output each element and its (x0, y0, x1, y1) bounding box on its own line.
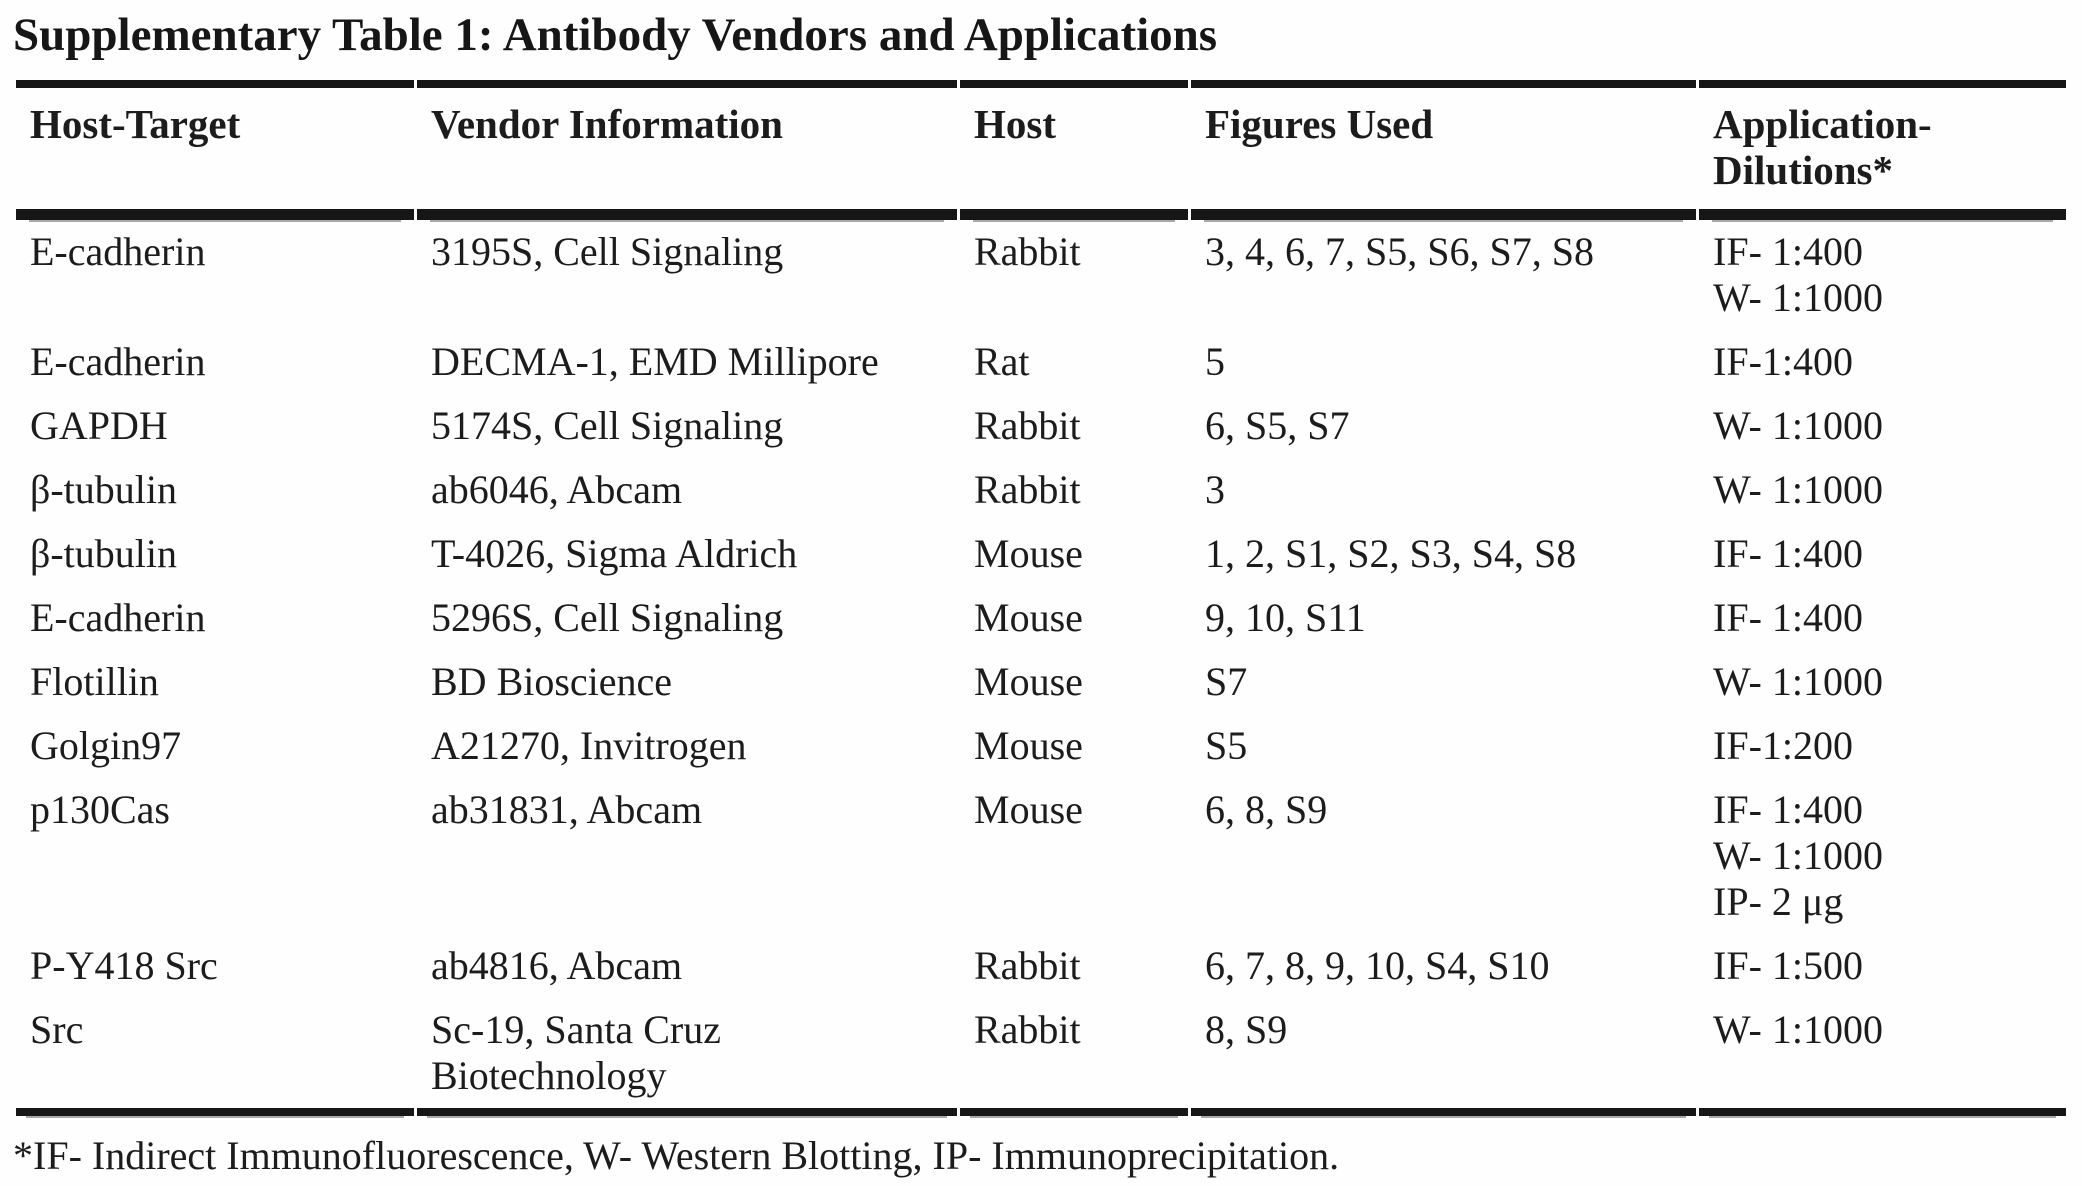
cell-dilutions (1699, 586, 2066, 650)
dilution-line: IF-1:200 (1713, 723, 1853, 768)
antibody-table (13, 80, 2069, 1116)
cell-dilutions (1699, 714, 2066, 778)
cell-vendor: BD Bioscience (431, 659, 673, 704)
cell-host-target: p130Cas (30, 787, 170, 832)
cell-host: Mouse (974, 659, 1083, 704)
cell-host: Rat (974, 339, 1030, 384)
cell-host-target: E-cadherin (30, 595, 206, 640)
table-title: Supplementary Table 1: Antibody Vendors and Applications (13, 9, 1218, 61)
cell-vendor: 5296S, Cell Signaling (431, 595, 784, 640)
cell-figures: 6, 7, 8, 9, 10, S4, S10 (1205, 943, 1550, 988)
table-footnote: *IF- Indirect Immunofluorescence, W- Western Blotting, IP- Immunoprecipitation. (13, 1133, 1340, 1178)
table-row (16, 522, 2066, 586)
table-row (16, 220, 2066, 330)
dilution-line: IF- 1:400 (1713, 595, 1863, 640)
header-row (16, 80, 2066, 220)
dilution-line: W- 1:1000 (1713, 467, 1883, 512)
cell-host: Mouse (974, 723, 1083, 768)
cell-host-target: E-cadherin (30, 339, 206, 384)
cell-figures: 6, S5, S7 (1205, 403, 1350, 448)
cell-dilutions (1699, 778, 2066, 934)
dilution-line: IF- 1:500 (1713, 943, 1863, 988)
cell-host: Rabbit (974, 229, 1081, 274)
cell-vendor: 3195S, Cell Signaling (431, 229, 784, 274)
dilution-line: IF-1:400 (1713, 339, 1853, 384)
cell-figures: S7 (1205, 659, 1248, 704)
cell-host-target: E-cadherin (30, 229, 206, 274)
cell-host: Rabbit (960, 998, 1188, 1116)
cell-dilutions (1699, 220, 2066, 330)
cell-vendor: 5174S, Cell Signaling (431, 403, 784, 448)
cell-host-target: Src (16, 998, 414, 1116)
cell-figures: 5 (1205, 339, 1225, 384)
cell-dilutions (1699, 998, 2066, 1116)
cell-host-target: Flotillin (30, 659, 159, 704)
dilution-line: W- 1:1000 (1713, 659, 1883, 704)
column-header-host: Host (960, 80, 1188, 220)
cell-vendor: A21270, Invitrogen (431, 723, 747, 768)
cell-figures: 9, 10, S11 (1205, 595, 1366, 640)
dilution-line: W- 1:1000 (1713, 275, 1883, 320)
cell-host: Rabbit (974, 943, 1081, 988)
cell-host-target: Golgin97 (30, 723, 182, 768)
cell-host: Rabbit (974, 467, 1081, 512)
column-header-application-dilutions: Application-Dilutions* (1699, 80, 2066, 220)
table-row (16, 458, 2066, 522)
cell-host: Mouse (974, 787, 1083, 832)
dilution-line: IF- 1:400 (1713, 229, 1863, 274)
cell-vendor: ab31831, Abcam (431, 787, 703, 832)
cell-figures: 3, 4, 6, 7, S5, S6, S7, S8 (1205, 229, 1594, 274)
dilution-line: W- 1:1000 (1713, 403, 1883, 448)
cell-host-target: β-tubulin (30, 467, 178, 512)
cell-figures: S5 (1205, 723, 1248, 768)
table-body (16, 220, 2066, 1116)
dilution-line: W- 1:1000 (1713, 1007, 1883, 1052)
dilution-line: IP- 2 μg (1713, 879, 1844, 924)
cell-dilutions (1699, 934, 2066, 998)
cell-vendor: ab6046, Abcam (431, 467, 683, 512)
cell-dilutions (1699, 458, 2066, 522)
table-row (16, 394, 2066, 458)
column-header-vendor-information: Vendor Information (417, 80, 957, 220)
cell-figures: 3 (1205, 467, 1225, 512)
cell-host: Rabbit (974, 403, 1081, 448)
cell-figures: 8, S9 (1191, 998, 1696, 1116)
cell-vendor: DECMA-1, EMD Millipore (431, 339, 879, 384)
cell-vendor: ab4816, Abcam (431, 943, 683, 988)
cell-dilutions (1699, 522, 2066, 586)
cell-host-target: P-Y418 Src (30, 943, 218, 988)
table-header (16, 80, 2066, 220)
cell-host-target: GAPDH (30, 403, 168, 448)
cell-host: Mouse (974, 531, 1083, 576)
cell-figures: 6, 8, S9 (1205, 787, 1328, 832)
dilution-line: W- 1:1000 (1713, 833, 1883, 878)
dilution-line: IF- 1:400 (1713, 787, 1863, 832)
cell-vendor: T-4026, Sigma Aldrich (431, 531, 798, 576)
cell-dilutions (1699, 394, 2066, 458)
table-row (16, 586, 2066, 650)
table-row (16, 330, 2066, 394)
column-header-host-target: Host-Target (16, 80, 414, 220)
column-header-figures-used: Figures Used (1191, 80, 1696, 220)
cell-host: Mouse (974, 595, 1083, 640)
table-row (16, 714, 2066, 778)
cell-host-target: β-tubulin (30, 531, 178, 576)
table-row (16, 998, 2066, 1116)
cell-figures: 1, 2, S1, S2, S3, S4, S8 (1205, 531, 1577, 576)
table-row (16, 778, 2066, 934)
cell-dilutions (1699, 650, 2066, 714)
table-row (16, 650, 2066, 714)
table-row (16, 934, 2066, 998)
dilution-line: IF- 1:400 (1713, 531, 1863, 576)
cell-vendor: Sc-19, Santa Cruz Biotechnology (417, 998, 957, 1116)
cell-dilutions (1699, 330, 2066, 394)
